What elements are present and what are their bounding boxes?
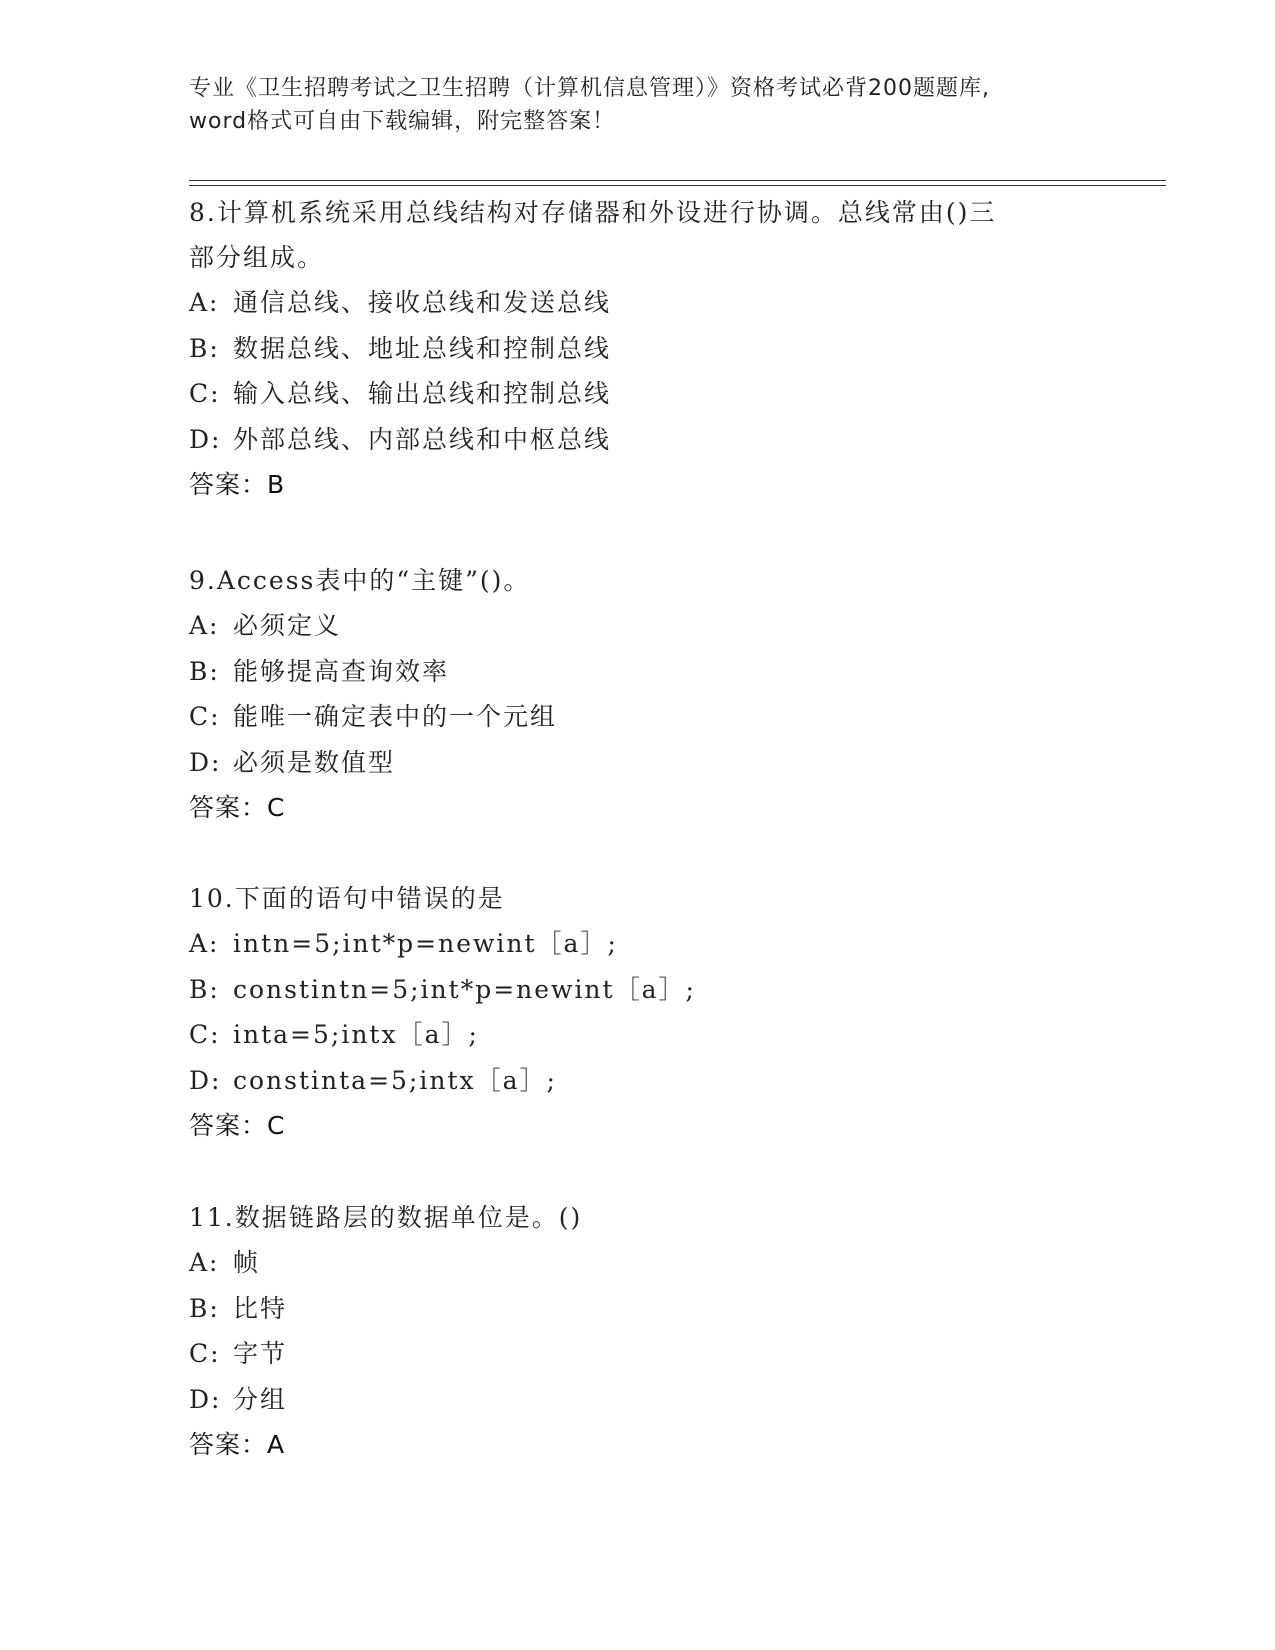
option-b [189,649,1089,695]
question-11 [189,1195,1089,1467]
question-stem: 9.Access表中的“主键”()。 [189,566,531,595]
answer-line: 答案：B [189,470,286,499]
option-b [189,326,1089,372]
option-key: C: [189,379,221,408]
option-text: 必须是数值型 [233,747,396,777]
question-10 [189,876,1089,1148]
question-9 [189,558,1089,830]
option-text: 外部总线、内部总线和中枢总线 [233,424,612,454]
document-header [189,72,1089,138]
answer-line: 答案：C [189,793,286,822]
option-c [189,694,1089,740]
header-divider-bottom [189,185,1166,186]
option-key: C: [189,1339,221,1368]
option-key: A: [189,1248,220,1277]
option-key: D: [189,747,222,777]
option-text: 帧 [233,1248,261,1277]
option-key: D: [189,1384,222,1414]
option-key: A: [189,611,220,640]
option-text: 输入总线、输出总线和控制总线 [233,379,612,408]
option-a [189,921,1089,967]
option-a [189,603,1089,649]
option-c [189,371,1089,417]
option-b [189,967,1089,1013]
option-text: intn=5;int*p=newint［a］; [233,929,618,958]
option-text: 比特 [233,1293,288,1323]
option-c [189,1331,1089,1377]
option-d [189,740,1089,786]
option-key: B: [189,333,220,363]
answer-line: 答案：C [189,1111,286,1140]
option-d [189,417,1089,463]
option-text: 字节 [233,1339,288,1368]
option-text: constintn=5;int*p=newint［a］; [233,974,696,1004]
question-stem: 10.下面的语句中错误的是 [189,884,505,913]
option-key: D: [189,1065,222,1095]
option-text: 通信总线、接收总线和发送总线 [233,288,612,317]
question-8 [189,190,1089,507]
option-text: 必须定义 [233,611,342,640]
header-line-2: word格式可自由下载编辑，附完整答案！ [189,109,616,134]
option-key: A: [189,929,220,958]
option-key: B: [189,1293,220,1323]
option-key: B: [189,974,220,1004]
option-c [189,1012,1089,1058]
question-stem: 8.计算机系统采用总线结构对存储器和外设进行协调。总线常由()三 [189,198,997,227]
option-b [189,1286,1089,1332]
option-key: C: [189,702,221,731]
option-key: C: [189,1020,221,1049]
option-d [189,1058,1089,1104]
option-text: 能唯一确定表中的一个元组 [233,702,558,731]
header-line-1: 专业《卫生招聘考试之卫生招聘（计算机信息管理）》资格考试必背200题题库, [189,76,990,101]
option-key: D: [189,424,222,454]
option-key: A: [189,288,220,317]
option-text: constinta=5;intx［a］; [233,1065,557,1095]
option-key: B: [189,656,220,686]
header-divider-top [189,180,1166,181]
option-a [189,280,1089,326]
answer-line: 答案：A [189,1430,286,1459]
option-text: inta=5;intx［a］; [233,1020,479,1049]
option-text: 分组 [233,1384,288,1414]
option-d [189,1377,1089,1423]
option-text: 能够提高查询效率 [233,656,450,686]
option-a [189,1240,1089,1286]
question-stem-continued: 部分组成。 [189,243,325,272]
option-text: 数据总线、地址总线和控制总线 [233,333,612,363]
question-stem: 11.数据链路层的数据单位是。() [189,1203,583,1232]
